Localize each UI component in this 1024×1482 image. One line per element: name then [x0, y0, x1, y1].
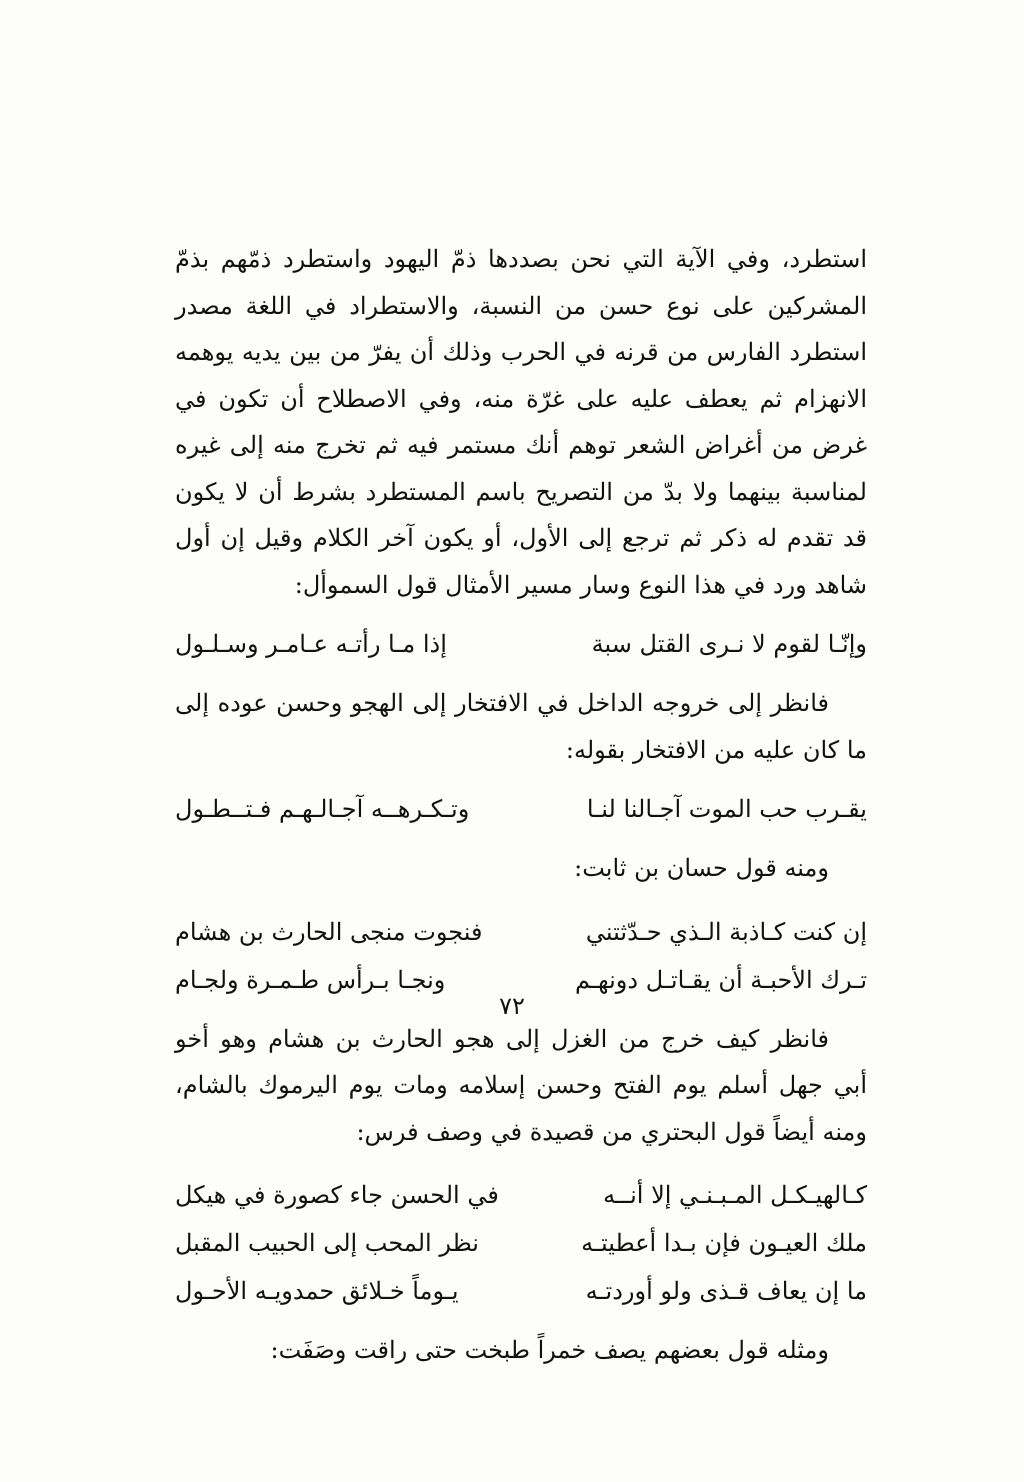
verse-first-hemistich: كـالهيـكـل المـبـنـي إلا أنــه	[603, 1181, 867, 1209]
verse-second-hemistich: يـوماً خـلائق حمدويـه الأحـول	[175, 1277, 459, 1305]
verse-samawal	[175, 620, 867, 668]
verse-first-hemistich: وإنّـا لقوم لا نـرى القتل سبة	[591, 630, 867, 658]
verse-hassan-1	[175, 908, 867, 956]
verse-second-hemistich: ونجـا بـرأس طـمـرة ولجـام	[175, 965, 446, 994]
verse-buhturi-2	[175, 1219, 867, 1267]
page-number: ٧٢	[499, 992, 525, 1020]
verse-first-hemistich: تـرك الأحبـة أن يقـاتـل دونهـم	[575, 965, 867, 994]
verse-second-hemistich: وتـكـرهــه آجـالـهـم فـتــطـول	[175, 795, 470, 823]
verse-second-hemistich: نظر المحب إلى الحبيب المقبل	[175, 1229, 479, 1257]
paragraph-commentary-2: فانظر كيف خرج من الغزل إلى هجو الحارث بن هشام وهو أخو أبي جهل أسلم يوم الفتح وحسن إسلامه ومات يوم اليرموك بالشام، ومنه أيضاً قول البحتري من قصيدة في وصف فرس:	[175, 1024, 867, 1146]
paragraph-wine-intro: ومثله قول بعضهم يصف خمراً طبخت حتى راقت وصَفَت:	[270, 1336, 829, 1364]
verse-first-hemistich: ملك العيـون فإن بـدا أعطيتـه	[581, 1229, 867, 1257]
page-text	[175, 236, 867, 1374]
verse-second-hemistich: في الحسن جاء كصورة في هيكل	[175, 1181, 499, 1209]
verse-buhturi-3	[175, 1267, 867, 1315]
verse-first-hemistich: إن كنت كـاذبة الـذي حـدّثتني	[585, 917, 867, 946]
paragraph-commentary-1: فانظر إلى خروجه الداخل في الافتخار إلى الهجو وحسن عوده إلى ما كان عليه من الافتخار بقوله:	[175, 689, 867, 764]
paragraph-istitrad-definition: استطرد، وفي الآية التي نحن بصددها ذمّ اليهود واستطرد ذمّهم بذمّ المشركين على نوع حسن من النسبة، والاستطراد في اللغة مصدر استطرد الفارس من قرنه في الحرب وذلك أن يفرّ من بين يديه يوهمه الانهزام ثم يعطف عليه على غرّة منه، وفي الاصطلاح أن تكون في غرض من أغراض الشعر توهم أنك مستمر فيه ثم تخرج منه إلى غيره لمناسبة بينهما ولا بدّ من التصريح باسم المستطرد بشرط أن لا يكون قد تقدم له ذكر ثم ترجع إلى الأول، أو يكون آخر الكلام وقيل إن أول شاهد ورد في هذا النوع وسار مسير الأمثال قول السموأل:	[175, 245, 867, 599]
paragraph-hassan-intro: ومنه قول حسان بن ثابت:	[574, 854, 829, 882]
verse-second-hemistich: إذا مـا رأتـه عـامـر وسـلـول	[175, 630, 447, 658]
verse-first-hemistich: يقـرب حب الموت آجـالنا لنـا	[586, 795, 867, 823]
verse-samawal-2	[175, 785, 867, 833]
verse-first-hemistich: ما إن يعاف قـذى ولو أوردتـه	[585, 1277, 867, 1305]
verse-buhturi-1	[175, 1171, 867, 1219]
verse-second-hemistich: فنجوت منجى الحارث بن هشام	[175, 917, 483, 946]
